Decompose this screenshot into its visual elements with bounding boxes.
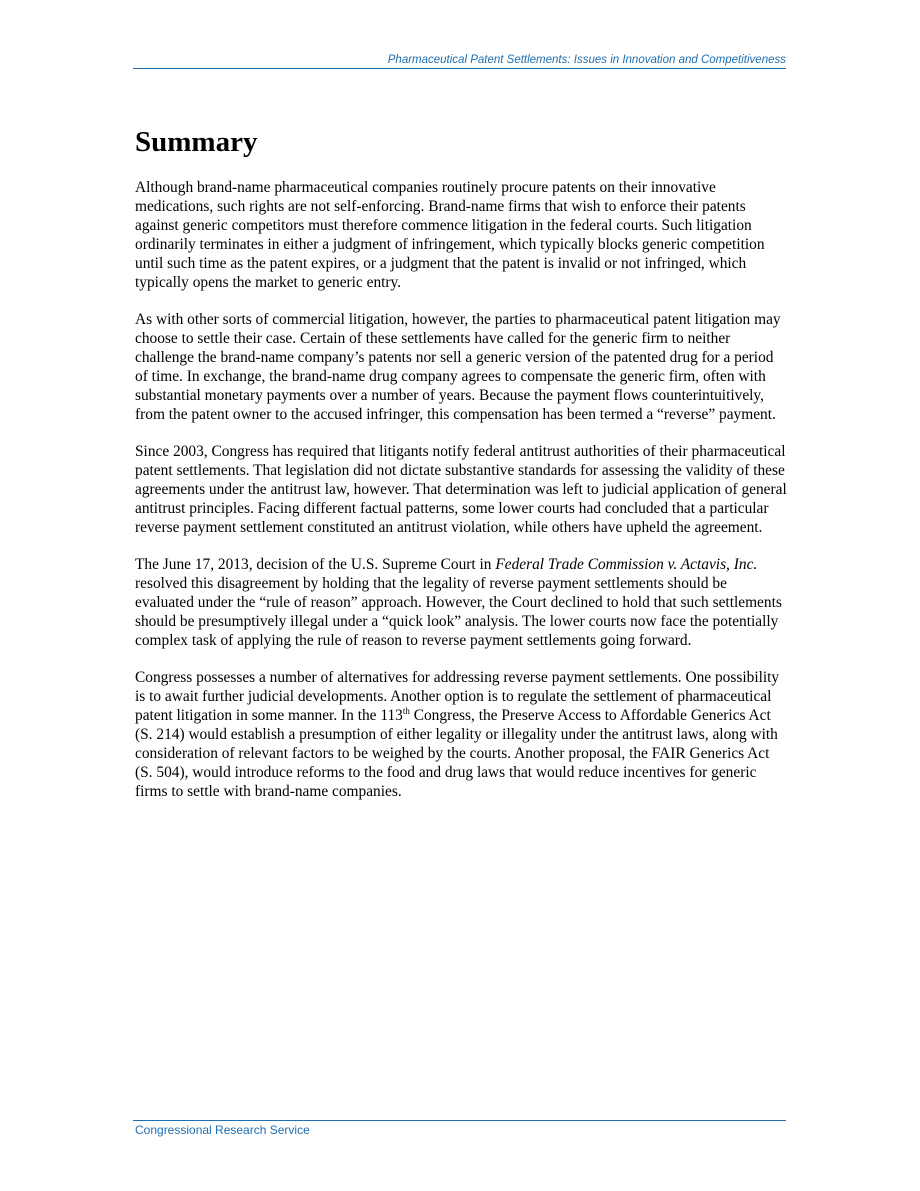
paragraph-5-lead: Congress possesses a number of alternatives for addressing reverse payment settlements. One possibility is to await further judicial developments. Another option is to regulate the settlement of pharmaceutical patent litigation in some manner. In the 113: [135, 669, 780, 724]
paragraph-4: [135, 555, 787, 650]
header-rule: [133, 68, 786, 69]
paragraph-1: Although brand-name pharmaceutical companies routinely procure patents on their innovative medications, such rights are not self-enforcing. Brand-name firms that wish to enforce their patents against generic competitors must therefore commence litigation in the federal courts. Such litigation ordinarily terminates in either a judgment of infringement, which typically blocks generic competition until such time as the patent expires, or a judgment that the patent is invalid or not infringed, which typically opens the market to generic entry.: [135, 179, 765, 291]
paragraph-5-rest: Congress, the Preserve Access to Affordable Generics Act (S. 214) would establish a presumption of either legality or illegality under the antitrust laws, along with consideration of relevant factors to be weighed by the courts. Another proposal, the FAIR Generics Act (S. 504), would introduce reforms to the food and drug laws that would reduce incentives for generic firms to settle with brand-name companies.: [135, 707, 778, 800]
case-name: Federal Trade Commission v. Actavis, Inc.: [495, 556, 758, 573]
footer-rule: [133, 1120, 786, 1121]
ordinal-superscript: th: [402, 705, 410, 716]
paragraph-2: As with other sorts of commercial litigation, however, the parties to pharmaceutical patent litigation may choose to settle their case. Certain of these settlements have called for the generic firm to neither challenge the brand-name company’s patents nor sell a generic version of the patented drug for a period of time. In exchange, the brand-name drug company agrees to compensate the generic firm, often with substantial monetary payments over a number of years. Because the payment flows counterintuitively, from the patent owner to the accused infringer, this compensation has been termed a “reverse” payment.: [135, 311, 781, 423]
running-footer: Congressional Research Service: [135, 1123, 310, 1137]
running-header: Pharmaceutical Patent Settlements: Issues in Innovation and Competitiveness: [387, 54, 786, 66]
paragraph-4-rest: resolved this disagreement by holding that the legality of reverse payment settlements should be evaluated under the “rule of reason” approach. However, the Court declined to hold that such settlements should be presumptively illegal under a “quick look” analysis. The lower courts now face the potentially complex task of applying the rule of reason to reverse payment settlements going forward.: [135, 575, 782, 649]
paragraph-3: Since 2003, Congress has required that litigants notify federal antitrust authorities of their pharmaceutical patent settlements. That legislation did not dictate substantive standards for assessing the validity of these agreements under the antitrust law, however. That determination was left to judicial application of general antitrust principles. Facing different factual patterns, some lower courts had concluded that a particular reverse payment settlement constituted an antitrust violation, while others have upheld the agreement.: [135, 443, 787, 536]
section-title: Summary: [135, 126, 258, 158]
paragraph-5: [135, 668, 787, 801]
paragraph-4-lead: The June 17, 2013, decision of the U.S. Supreme Court in: [135, 556, 496, 573]
summary-body: [135, 178, 787, 819]
